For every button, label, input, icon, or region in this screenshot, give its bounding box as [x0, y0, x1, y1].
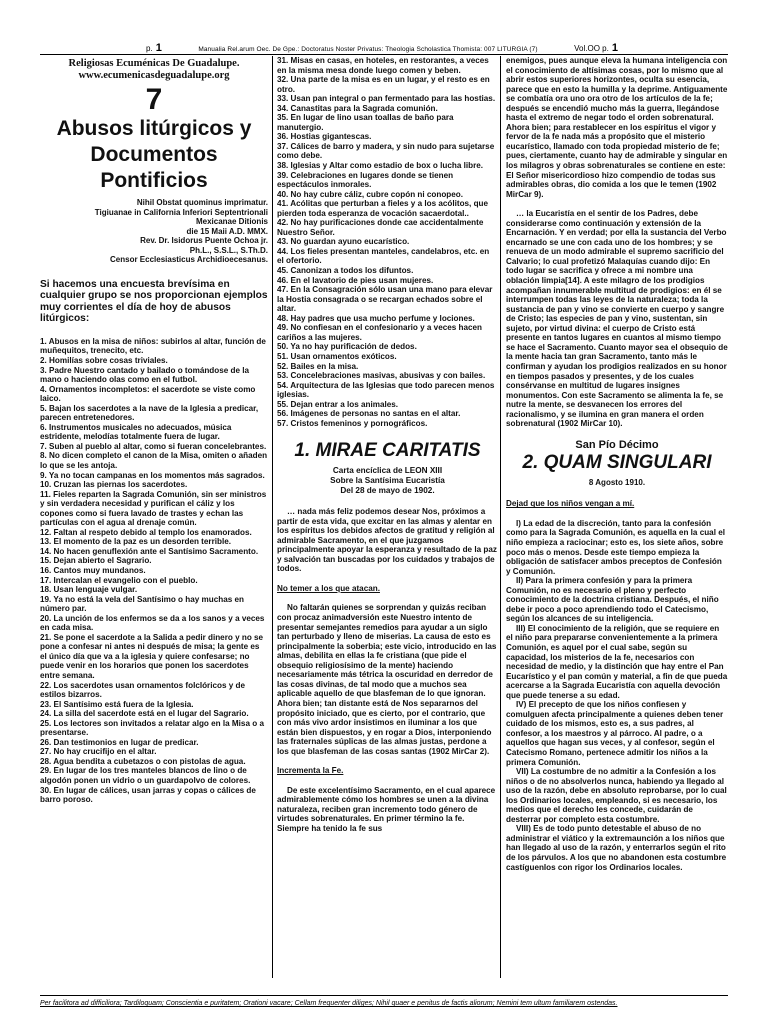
list-item: VII) La costumbre de no admitir a la Confesión a los niños o de no absolverlos nunca, habiendo ya llegado al uso de la razón, debe en absoluto reprobarse, por lo cual los Ordinarios locales, empleando, si es necesario, los medios que el derecho les concede, cuidarán de desterrar por completo esta costumbre. — [506, 767, 727, 824]
list-item: 1. Abusos en la misa de niños: subirlos al altar, función de muñequitos, trenecito, etc. — [40, 336, 266, 356]
list-item: 29. En lugar de los tres manteles blancos de lino o de algodón ponen un vidrio o un guardapolvo de colores. — [40, 766, 251, 786]
list-item: 26. Dan testimonios en lugar de predicar. — [40, 737, 199, 747]
list-item: 15. Dejan abierto el Sagrario. — [40, 556, 152, 566]
list-item: 20. La unción de los enfermos se da a los sanos y a veces en cada misa. — [40, 613, 265, 633]
column-2 — [272, 56, 498, 978]
list-item: 32. Una parte de la misa es en un lugar, y el resto es en otro. — [277, 75, 490, 94]
list-item: 33. Usan pan integral o pan fermentado para las hostias. — [277, 94, 496, 104]
list-item: Ph.L., S.S.L., S.Th.D. — [189, 245, 268, 255]
list-item: 51. Usan ornamentos exóticos. — [277, 351, 397, 361]
list-item: 23. El Santísimo está fuera de la Iglesia. — [40, 699, 194, 709]
list-item: 53. Concelebraciones masivas, abusivas y con bailes. — [277, 371, 486, 381]
paragraph: enemigos, pues aunque eleva la humana inteligencia con el conocimiento de altísimas cosas, por lo mismo que al abrir estos superiores horizontes, oculta su esencia, parece que en esto la humilla y la deprime. Antiguamente se combatía ora uno ora otro de los artículos de la fe; después se encendió mucho más la guerra, llegándose hasta el extremo de negar todo el orden sobrenatural. Ahora bien; para restablecer en los espíritus el vigor y fervor de la fe nada más a propósito que el misterio eucarístico, llamado con toda propiedad misterio de fe; pues, ciertamente, cuanto hay de admirable y singular en los milagros y obras sobrenaturales se contiene en este: El Señor misericordioso hizo compendio de todas sus admirables obras, dio comida a los que le temen (1902 MirCar 9). — [506, 56, 728, 199]
list-item: die 15 Maii A.D. MMX. — [186, 226, 268, 236]
list-item: 46. En el lavatorio de pies usan mujeres. — [277, 275, 434, 285]
abuse-list-2 — [277, 56, 498, 428]
page-number-left — [146, 44, 162, 53]
title-line: Pontificios — [100, 169, 208, 192]
list-item: 5. Bajan los sacerdotes a la nave de la Iglesia a predicar, parecen entretenedores. — [40, 403, 259, 423]
list-item: VIII) Es de todo punto detestable el abuso de no administrar el viático y la extremaunción a los niños que han llegado al uso de la razón, y enterrarlos según el rito de los párvulos. A los que no abandonen esta costumbre castíguenlos con rigor los Ordinarios locales. — [506, 824, 727, 872]
list-item: 28. Agua bendita a cubetazos o con pistolas de agua. — [40, 756, 246, 766]
decree-list — [506, 519, 728, 872]
list-item: 3. Padre Nuestro cantado y bailado o tomándose de la mano o haciendo olas como en el futbol. — [40, 365, 250, 385]
list-item: 25. Los lectores son invitados a relatar algo en la Misa o a presentarse. — [40, 718, 264, 738]
list-item: 18. Usan lenguaje vulgar. — [40, 585, 138, 595]
list-item: 34. Canastitas para la Sagrada comunión. — [277, 103, 438, 113]
paragraph: … nada más feliz podemos desear Nos, próximos a partir de esta vida, que excitar en las almas y alentar en los espíritus los debidos afectos de gratitud y religión al admirable Sacramento, en el que juzgamos principalmente apoyar la esperanza y resultado de la paz y salvación tan buscadas por los cuidados y trabajos de todos. — [277, 507, 497, 574]
list-item: 54. Arquitectura de las Iglesias que todo parecen menos iglesias. — [277, 380, 495, 400]
list-item: 37. Cálices de barro y madera, y sin nudo para sujetarse como debe. — [277, 141, 495, 161]
subheading: Dejad que los niños vengan a mí. — [506, 499, 635, 509]
subtitle-line: Carta encíclica de LEON XIII — [332, 466, 443, 476]
list-item: 52. Bailes en la misa. — [277, 361, 359, 371]
list-item: 17. Intercalan el evangelio con el pueblo. — [40, 575, 198, 585]
column-1 — [40, 56, 268, 978]
list-item: 9. Ya no tocan campanas en los momentos más sagrados. — [40, 470, 265, 480]
author-heading: San Pío Décimo — [575, 438, 659, 451]
list-item: 55. Dejan entrar a los animales. — [277, 399, 399, 409]
list-item: 49. No confiesan en el confesionario y a veces hacen cariños a las mujeres. — [277, 323, 483, 342]
list-item: 41. Acólitas que perturban a fieles y a los acólitos, que pierden toda esperanza de vocación sacaerdotal.. — [277, 199, 489, 218]
publisher-title: Religiosas Ecuménicas De Guadalupe. — [68, 58, 240, 69]
list-item: 14. No hacen genuflexión ante el Santísimo Sacramento. — [40, 546, 259, 556]
list-item: 24. La silla del sacerdote está en el lugar del Sagrario. — [40, 709, 249, 719]
subtitle-line: Del 28 de mayo de 1902. — [340, 485, 435, 495]
column-3 — [500, 56, 728, 978]
list-item: 42. No hay purificaciones donde cae accidentalmente Nuestro Señor. — [277, 218, 484, 237]
list-item: 10. Cruzan las piernas los sacerdotes. — [40, 480, 188, 490]
list-item: 40. No hay cubre cáliz, cubre copón ni conopeo. — [277, 189, 464, 199]
list-item: 31. Misas en casas, en hoteles, en restorantes, a veces en la misma mesa donde luego comen y beben. — [277, 56, 489, 75]
list-item: 4. Ornamentos incompletos: el sacerdote se viste como laico. — [40, 384, 256, 404]
list-item: III) El conocimiento de la religión, que se requiere en el niño para prepararse convenientemente a la primera Comunión, es aquel por el cual sabe, según su capacidad, los misterios de la fe, necesarios con necesidad de medio, y la distinción que hay entre el Pan Eucarístico y el pan común y material, a fin de que pueda acercarse a la Sagrada Eucaristía con aquella devoción que puede tenerse a su edad. — [506, 623, 728, 700]
page-header — [0, 0, 768, 58]
list-item: Censor Ecclesiasticus Archidioecesanus. — [110, 255, 268, 264]
list-item: 57. Cristos femeninos y pornográficos. — [277, 418, 428, 428]
subheading: Incrementa la Fe. — [277, 766, 344, 776]
list-item: II) Para la primera confesión y para la primera Comunión, no es necesario el pleno y perfecto conocimiento de la doctrina cristiana. Después, el niño debe ir poco a poco aprendiendo todo el Catecismo, según los alcances de su inteligencia. — [506, 576, 719, 624]
list-item: 2. Homilías sobre cosas triviales. — [40, 355, 168, 365]
header-rule — [40, 54, 728, 55]
intro-text: Si hacemos una encuesta brevísima en cualquier grupo se nos proporcionan ejemplos muy corrientes el día de hoy de abusos litúrgicos: — [40, 278, 268, 325]
list-item: 6. Instrumentos musicales no adecuados, música estridente, melodías totalmente fuera de lugar. — [40, 422, 232, 442]
list-item: 39. Celebraciones en lugares donde se tienen espectáculos inmorales. — [277, 170, 454, 190]
subheading: No temer a los que atacan. — [277, 583, 380, 593]
list-item: 22. Los sacerdotes usan ornamentos folclóricos y de estilos bizarros. — [40, 680, 245, 700]
list-item: 35. En lugar de lino usan toallas de baño para manutergio. — [277, 113, 454, 132]
list-item: 56. Imágenes de personas no santas en el altar. — [277, 409, 461, 419]
list-item: 38. Iglesias y Altar como estadio de box o lucha libre. — [277, 161, 484, 171]
publisher-url[interactable]: www.ecumenicasdeguadalupe.org — [78, 70, 230, 81]
abuse-list-1 — [40, 337, 268, 805]
subtitle-line: Sobre la Santísima Eucaristía — [330, 475, 445, 485]
document-number: 7 — [145, 83, 163, 116]
list-item: 48. Hay padres que usa mucho perfume y lociones. — [277, 313, 475, 323]
section-title-mirae-caritatis: 1. MIRAE CARITATIS — [294, 440, 481, 462]
page-number-left-value: 1 — [155, 42, 162, 54]
list-item: 47. En la Consagración sólo usan una mano para elevar la Hostia consagrada o se recargan echados sobre el altar. — [277, 285, 493, 314]
list-item: 36. Hostias gigantescas. — [277, 132, 372, 142]
list-item: Mexicanae Ditionis — [195, 217, 268, 226]
list-item: 30. En lugar de cálices, usan jarras y copas o cálices de barro poroso. — [40, 785, 256, 805]
document-title — [40, 116, 268, 194]
page-label: p. — [146, 44, 153, 53]
imprimatur-block — [40, 198, 268, 265]
list-item: 19. Ya no está la vela del Santísimo o hay muchas en número par. — [40, 594, 244, 614]
title-line: Abusos litúrgicos y — [56, 117, 252, 140]
paragraph: … la Eucaristía en el sentir de los Padres, debe considerarse como continuación y extensión de la Encarnación. Y en verdad; por ella la sustancia del Verbo encarnado se une con cada uno de los hombres; y se renueva de un modo admirable el supremo sacrificio del Calvario; lo cual profetizó Malaquías cuando dijo: En todo lugar se sacrifica y ofrece a mi nombre una oblación limpia[14]. A este milagro de los prodigios acompañan innumerable multitud de prodigios: en él se interrumpen todas las leyes de la naturaleza; toda la sustancia de pan y vino se convierte en cuerpo y sangre de Cristo; las especies de pan y vino, sustentan, sin sujeto, por virtud divina: el cuerpo de Cristo está presente en tantos lugares en cuantos al mismo tiempo se hace el Sacramento. Cuanto mayor sea el obsequio de la mente hacia tan gran Sacramento, tanto más le confirman y ayudan los prodigios realizados en su honor en tiempos pasados y presentes, y de los cuales consérvanse en multitud de lugares insignes monumentos. Con este Sacramento se alimenta la fe, se nutre la mente, se desvanecen los errores del racionalismo, y se ilumina en gran manera el orden sobrenatural (1902 MirCar 10). — [506, 209, 728, 429]
list-item: 11. Fieles reparten la Sagrada Comunión, sin ser ministros y sin verdadera necesidad y purifican el cáliz y los copones como si fuera lavado de trastes y echan las partículas con el agua al drenaje común. — [40, 489, 267, 528]
list-item: I) La edad de la discreción, tanto para la confesión como para la Sagrada Comunión, es aquella en la cual el niño empieza a raciocinar; esto es, los siete años, sobre poco más o menos. Desde este tiempo empieza la obligación de satisfacer ambos preceptos de Confesión y Comunión. — [506, 518, 725, 576]
section-date: 8 Agosto 1910. — [588, 477, 646, 487]
header-line — [146, 44, 618, 54]
paragraph: De este excelentísimo Sacramento, en el cual aparece admirablemente cómo los hombres se unen a la divina naturaleza, reciben gran incremento todo género de virtudes sobrenaturales. En primer término la fe. Siempre ha tenido la fe sus — [277, 785, 496, 833]
list-item: Nihil Obstat quominus imprimatur. — [136, 198, 268, 207]
list-item: 27. No hay crucifijo en el altar. — [40, 747, 157, 757]
section-title-quam-singulari: 2. QUAM SINGULARI — [522, 451, 712, 473]
list-item: 44. Los fieles presentan manteles, candelabros, etc. en el ofertorio. — [277, 246, 490, 266]
list-item: 45. Canonizan a todos los difuntos. — [277, 266, 414, 276]
list-item: 43. No guardan ayuno eucarístico. — [277, 237, 410, 247]
list-item: 8. No dicen completo el canon de la Misa, omiten o añaden lo que se les antoja. — [40, 451, 268, 470]
list-item: 16. Cantos muy mundanos. — [40, 566, 146, 575]
list-item: 13. El momento de la paz es un desorden terrible. — [40, 537, 231, 547]
list-item: Rev. Dr. Isidorus Puente Ochoa jr. — [140, 236, 268, 245]
list-item: Tigiuanae in California Inferiori Septentrionali — [94, 207, 268, 217]
list-item: IV) El precepto de que los niños confiesen y comulguen afecta principalmente a quienes deben tener cuidado de los mismos, esto es, a sus padres, al confesor, a los maestros y al párroco. Al padre, o a aquellos que hagan sus veces, y al confesor, según el Catecismo Romano, pertenece admitir los niños a la primera Comunión. — [506, 700, 724, 767]
page-number-right — [574, 44, 618, 53]
section-subtitle — [277, 466, 498, 495]
list-item: 7. Suben al pueblo al altar, como si fueran concelebrantes. — [40, 441, 267, 451]
paragraph: No faltarán quienes se sorprendan y quizás reciban con procaz animadversión este Nuestro intento de presentar semejantes remedios para ayudar a un siglo tan perturbado y lleno de miserias. La causa de esto es principalmente la soberbia; este vicio, introducido en las almas, debilita en ellas la fe cristiana (que pide el obsequio religiosísimo de la mente) haciendo necesariamente más tétrica la oscuridad en derredor de las cosas divinas, de tal modo que a muchos sea aplicable aquello de que blasfeman de lo que ignoran. Ahora bien; tan distante está de Nos separarnos del propósito iniciado, que es cierto, por el contrario, que con más vivo ardor insistimos en iluminar a los que están bien dispuestos, y en rogar a Dios, interponiendo las fraternales súplicas de las almas justas, perdone a los que blasfeman de las cosas santas (1902 MirCar 2). — [277, 603, 497, 756]
title-line: Documentos — [90, 143, 218, 166]
page-number-right-value: 1 — [611, 42, 618, 54]
page-footer: Per facilitora ad difficiliora; Tardiloquam; Conscientia e puritatem; Orationi vacare; Cellam frequenter diliges; Nihil quaer e penitus de factis aliorum; Nemini tem ultum familiarem ostendas. — [40, 995, 728, 1008]
list-item: 12. Faltan al respeto debido al templo los enamorados. — [40, 527, 252, 537]
list-item: 21. Se pone el sacerdote a la Salida a pedir dinero y no se pone a confesar ni antes ni después de misa; la gente es el único día que va a la iglesia y quiere confesarse; no puede venir en los horarios que ponen los sacerdotes entre semana. — [40, 632, 264, 681]
volume-label: Vol.OO p. — [574, 44, 609, 53]
list-item: 50. Ya no hay purificación de dedos. — [277, 342, 417, 352]
header-title: Manualia Rel.arum Oec. De Gpe.: Doctoratus Noster Privatus: Theologia Scholastica Thomista: 007 LITURGIA (7) — [198, 46, 538, 53]
